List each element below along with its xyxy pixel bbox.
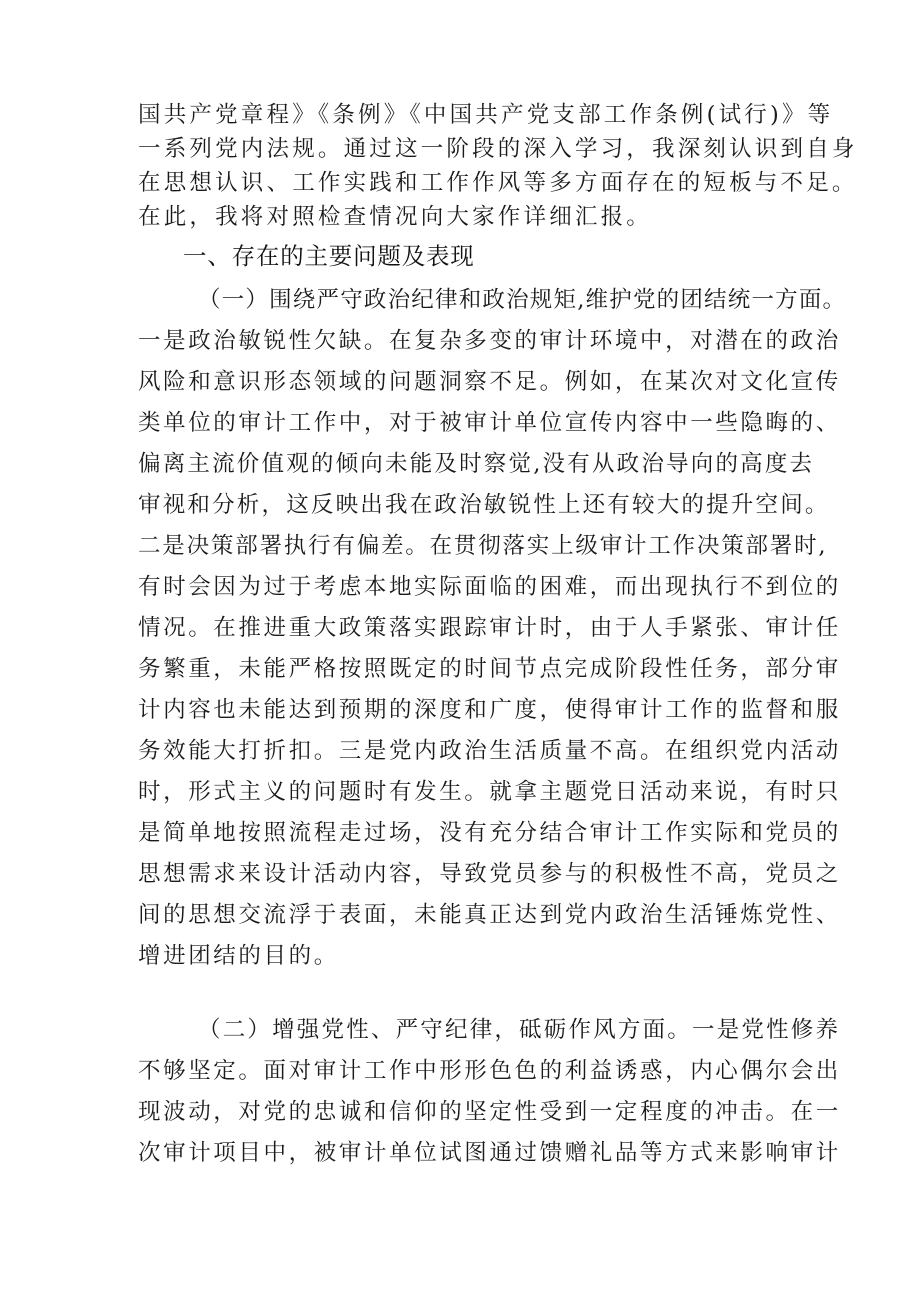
text-line: 间的思想交流浮于表面，未能真正达到党内政治生活锤炼党性、	[138, 902, 841, 928]
text-line: 有时会因为过于考虑本地实际面临的困难，而出现执行不到位的	[138, 574, 841, 600]
text-line: 现波动，对党的忠诚和信仰的坚定性受到一定程度的冲击。在一	[138, 1099, 841, 1125]
subsection-heading-line: （二）增强党性、严守纪律，砥砺作风方面。一是党性修养	[198, 1017, 841, 1043]
text-line: 在此，我将对照检查情况向大家作详细汇报。	[138, 204, 653, 230]
text-line: 次审计项目中，被审计单位试图通过馈赠礼品等方式来影响审计	[138, 1140, 841, 1166]
text-line: 风险和意识形态领域的问题洞察不足。例如，在某次对文化宣传	[138, 369, 841, 395]
text-line: 计内容也未能达到预期的深度和广度，使得审计工作的监督和服	[138, 697, 841, 723]
text-line: 一系列党内法规。通过这一阶段的深入学习，我深刻认识到自身	[138, 136, 858, 162]
subsection-heading-line: （一）围绕严守政治纪律和政治规矩,维护党的团结统一方面。	[198, 287, 847, 313]
text-line: 一是政治敏锐性欠缺。在复杂多变的审计环境中，对潜在的政治	[138, 328, 841, 354]
text-line: 思想需求来设计活动内容，导致党员参与的积极性不高，党员之	[138, 861, 841, 887]
text-line: 时，形式主义的问题时有发生。就拿主题党日活动来说，有时只	[138, 779, 841, 805]
section-heading: 一、存在的主要问题及表现	[183, 242, 475, 270]
text-line: 偏离主流价值观的倾向未能及时察觉,没有从政治导向的高度去	[138, 451, 815, 477]
text-line: 二是决策部署执行有偏差。在贯彻落实上级审计工作决策部署时,	[138, 533, 828, 559]
text-line: 情况。在推进重大政策落实跟踪审计时，由于人手紧张、审计任	[138, 615, 841, 641]
text-line: 在思想认识、工作实践和工作作风等多方面存在的短板与不足。	[138, 170, 858, 196]
text-line: 务效能大打折扣。三是党内政治生活质量不高。在组织党内活动	[138, 738, 841, 764]
text-line: 国共产党章程》《条例》《中国共产党支部工作条例(试行)》等	[138, 102, 834, 128]
text-line: 是简单地按照流程走过场，没有充分结合审计工作实际和党员的	[138, 820, 841, 846]
text-line: 类单位的审计工作中，对于被审计单位宣传内容中一些隐晦的、	[138, 410, 841, 436]
text-line: 审视和分析，这反映出我在政治敏锐性上还有较大的提升空间。	[138, 492, 830, 518]
text-line: 增进团结的目的。	[138, 943, 339, 969]
text-line: 不够坚定。面对审计工作中形形色色的利益诱惑，内心偶尔会出	[138, 1058, 841, 1084]
text-line: 务繁重，未能严格按照既定的时间节点完成阶段性任务，部分审	[138, 656, 841, 682]
